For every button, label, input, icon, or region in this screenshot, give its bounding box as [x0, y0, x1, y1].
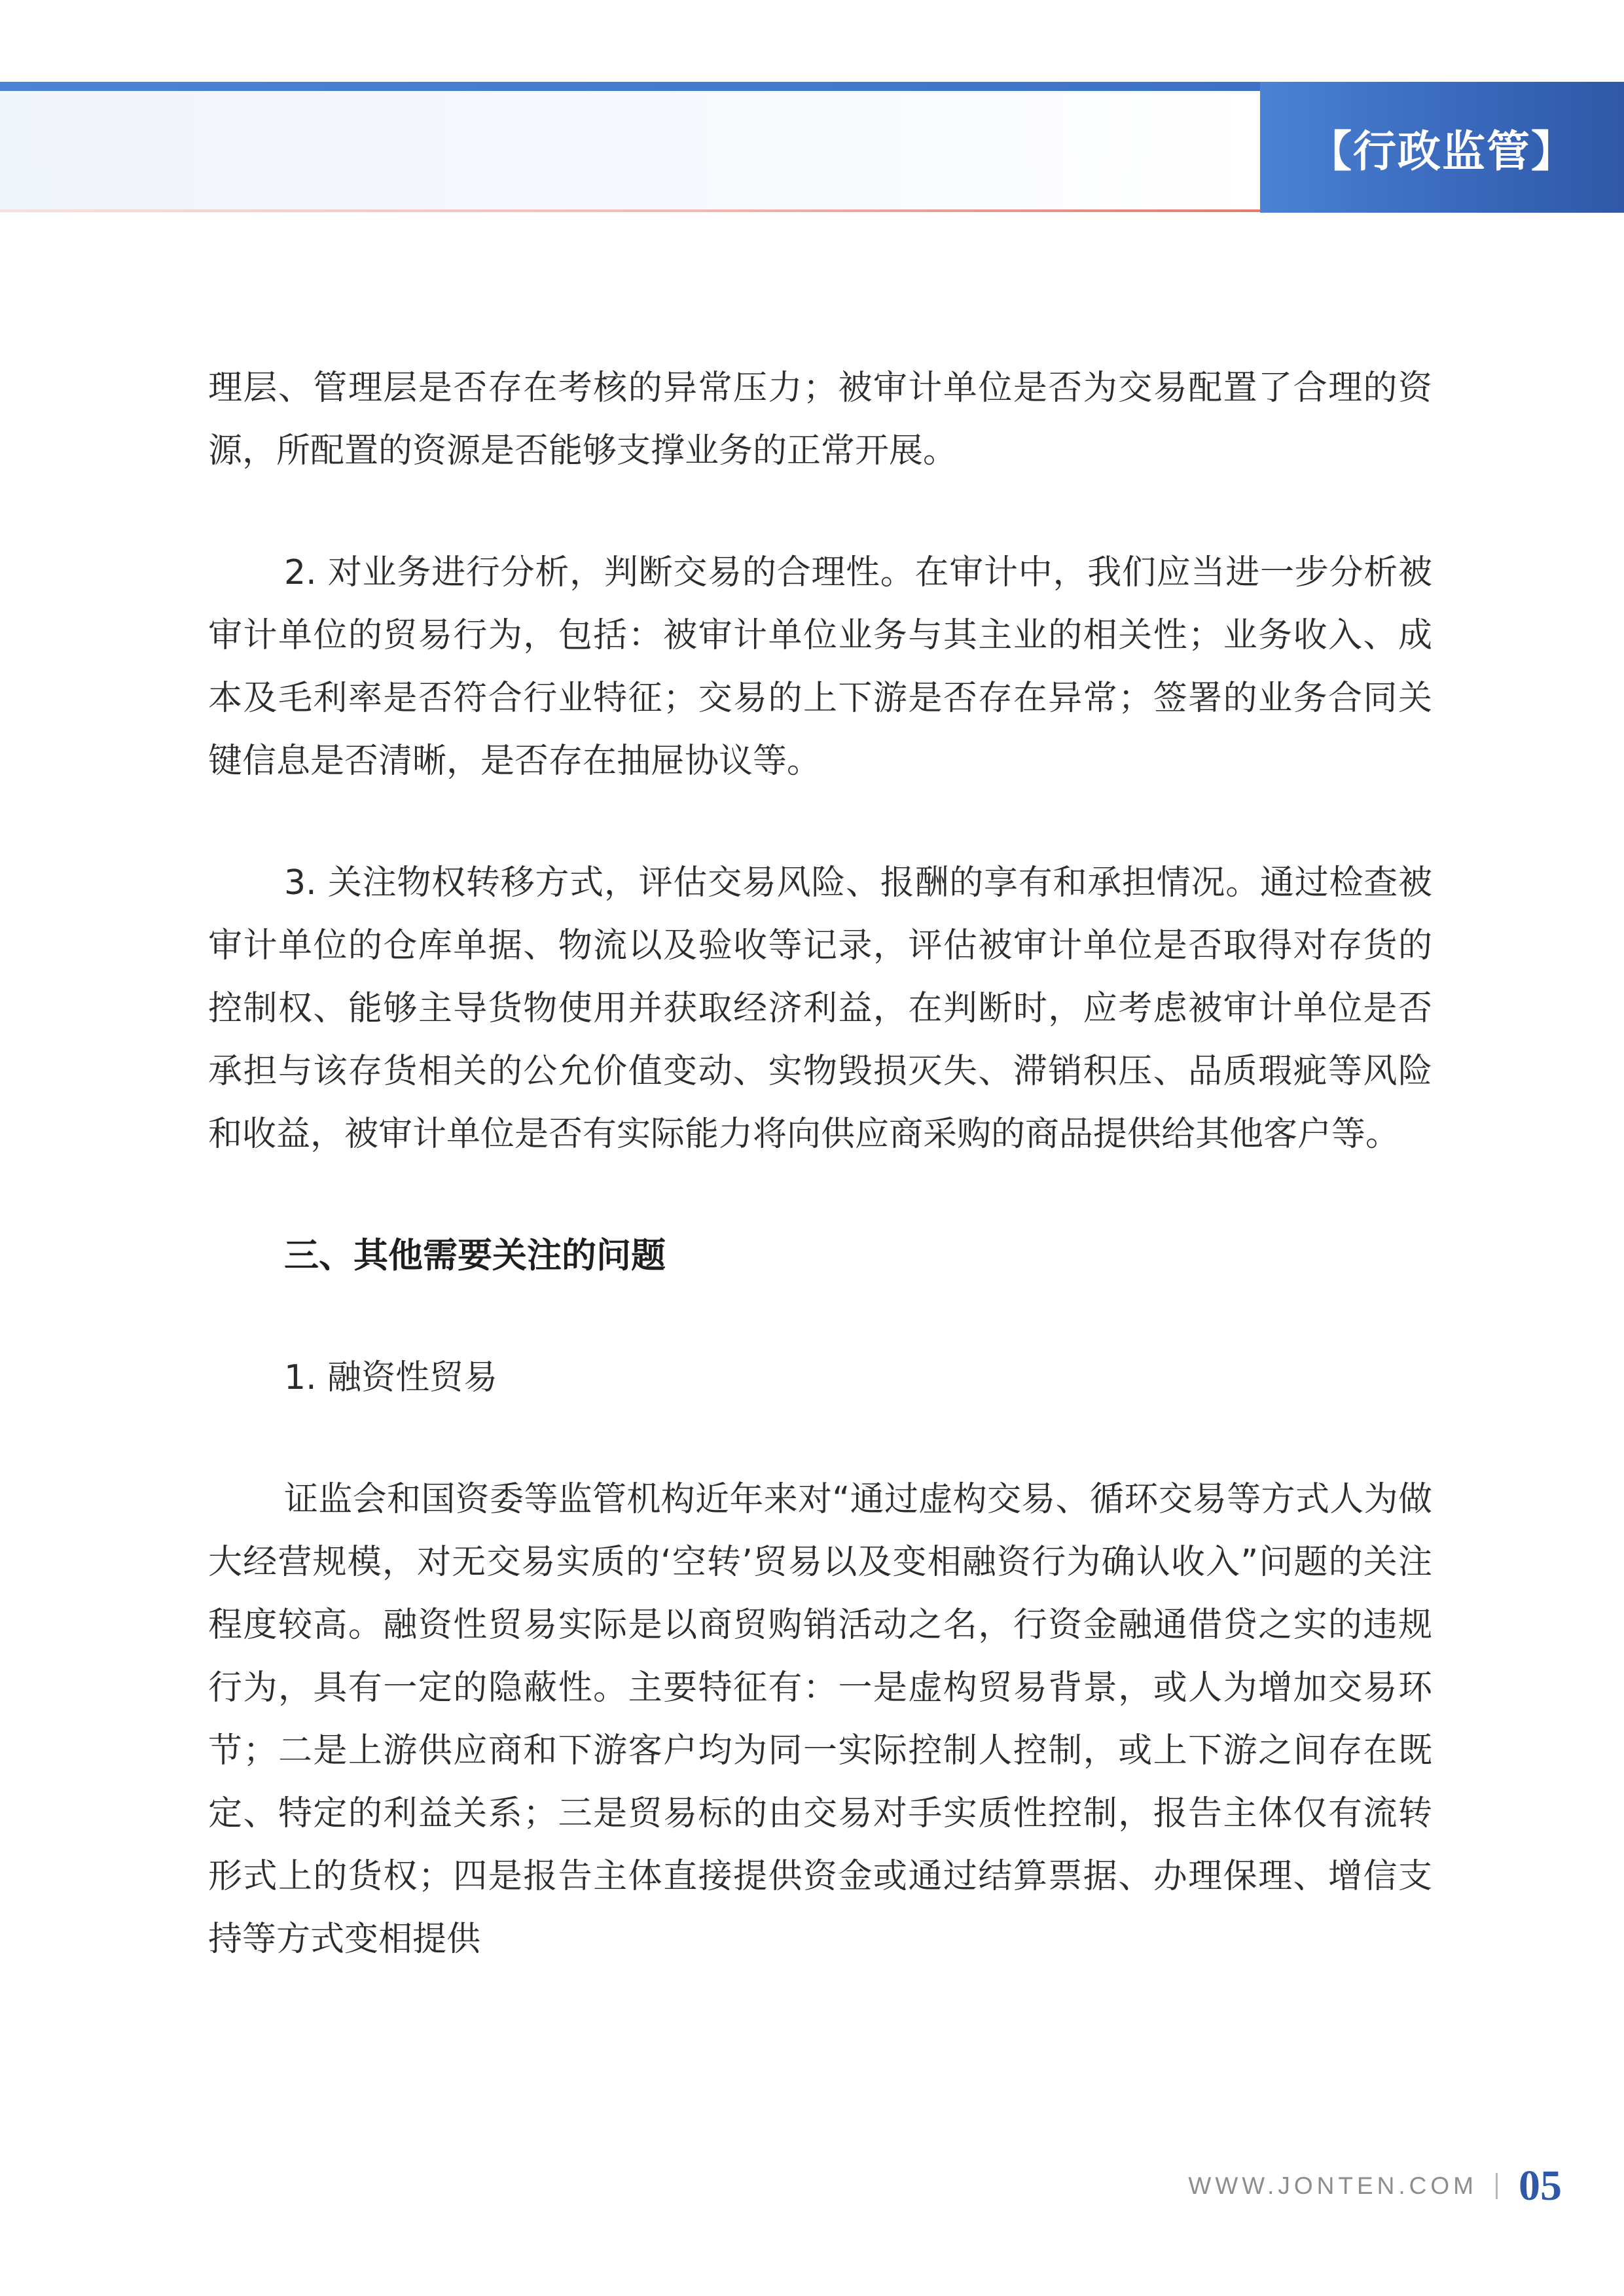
subsection-heading: 1. 融资性贸易 [284, 1358, 498, 1397]
spacer [208, 793, 1432, 852]
paragraph-ownership-transfer: 3. 关注物权转移方式，评估交易风险、报酬的享有和承担情况。通过检查被审计单位的仓库单据、物流以及验收等记录，评估被审计单位是否取得对存货的控制权、能够主导货物使用并获取经济利益，在判断时，应考虑被审计单位是否承担与该存货相关的公允价值变动、实物毁损灭失、滞销积压、品质瑕疵等风险和收益，被审计单位是否有实际能力将向供应商采购的商品提供给其他客户等。 [208, 863, 1432, 1154]
spacer [208, 1287, 1432, 1346]
footer-website: WWW.JONTEN.COM [1188, 2172, 1477, 2199]
section-tag-label: 【行政监管】 [1308, 126, 1576, 177]
paragraph-financing-trade: 证监会和国资委等监管机构近年来对“通过虚构交易、循环交易等方式人为做大经营规模，对无交易实质的‘空转’贸易以及变相融资行为确认收入”问题的关注程度较高。融资性贸易实际是以商贸购销活动之名，行资金融通借贷之实的违规行为，具有一定的隐蔽性。主要特征有：一是虚构贸易背景，或人为增加交易环节；二是上游供应商和下游客户均为同一实际控制人控制，或上下游之间存在既定、特定的利益关系；三是贸易标的由交易对手实质性控制，报告主体仅有流转形式上的货权；四是报告主体直接提供资金或通过结算票据、办理保理、增信支持等方式变相提供 [208, 1480, 1432, 1959]
header-top-rule [0, 82, 1260, 91]
article-body [208, 357, 1432, 1971]
spacer [208, 1166, 1432, 1225]
page-number: 05 [1519, 2162, 1562, 2210]
spacer [208, 1409, 1432, 1468]
paragraph-business-analysis: 2. 对业务进行分析，判断交易的合理性。在审计中，我们应当进一步分析被审计单位的贸易行为，包括：被审计单位业务与其主业的相关性；业务收入、成本及毛利率是否符合行业特征；交易的上下游是否存在异常；签署的业务合同关键信息是否清晰，是否存在抽屉协议等。 [208, 553, 1432, 781]
header-background [0, 91, 1260, 213]
page-header [0, 82, 1624, 213]
paragraph-continuation: 理层、管理层是否存在考核的异常压力；被审计单位是否为交易配置了合理的资源，所配置的资源是否能够支撑业务的正常开展。 [208, 368, 1432, 471]
section-tag [1260, 82, 1624, 213]
section-heading: 三、其他需要关注的问题 [284, 1236, 666, 1276]
spacer [208, 482, 1432, 541]
page-footer [1188, 2160, 1562, 2212]
header-bottom-rule [0, 209, 1260, 212]
footer-divider [1496, 2173, 1498, 2199]
